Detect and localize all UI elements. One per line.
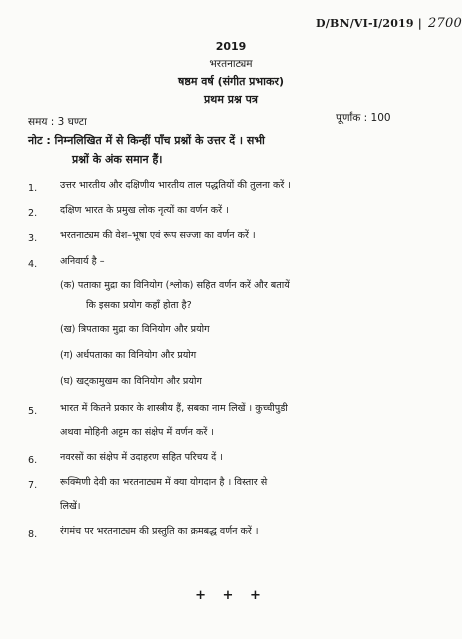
semester-title: षष्ठम वर्ष (संगीत प्रभाकर): [178, 75, 284, 88]
subject-title: भरतनाट्यम: [209, 58, 253, 70]
question-number: 2.: [28, 208, 38, 219]
question-number: 5.: [28, 406, 38, 417]
subpart-text: (ख) त्रिपताका मुद्रा का विनियोग और प्रयोग: [60, 324, 210, 335]
instructions-note: [28, 131, 440, 169]
question-text: उत्तर भारतीय और दक्षिणीय भारतीय ताल पद्धतियों की तुलना करें ।: [60, 180, 291, 191]
question-text: रूक्मिणी देवी का भरतनाट्यम में क्या योगदान है । विस्तार से: [60, 477, 268, 488]
question-text: अनिवार्य है –: [60, 256, 105, 267]
subpart-ga: [60, 348, 440, 364]
subpart-text-cont: कि इसका प्रयोग कहाँ होता है?: [86, 300, 192, 311]
question-2: [28, 203, 440, 219]
question-3: [28, 228, 440, 244]
subpart-kha: [60, 322, 440, 338]
question-7: [28, 475, 440, 515]
question-text-cont: अथवा मोहिनी अट्टम का संक्षेप में वर्णन करें ।: [60, 427, 214, 438]
separator: |: [413, 17, 427, 30]
note-line-1: नोट : निम्नलिखित में से किन्हीं पाँच प्रश्नों के उत्तर दें । सभी: [28, 134, 265, 147]
subpart-gha: [60, 374, 440, 390]
question-text: नवरसों का संक्षेप में उदाहरण सहित परिचय दें ।: [60, 452, 223, 463]
question-number: 1.: [28, 183, 38, 194]
question-6: [28, 450, 440, 466]
question-text: भारत में कितने प्रकार के शास्त्रीय हैं, सबका नाम लिखें । कुच्चीपुडी: [60, 403, 288, 414]
paper-code: [316, 16, 462, 31]
question-number: 3.: [28, 233, 38, 244]
question-text: भरतनाट्यम की वेश–भूषा एवं रूप सज्जा का वर्णन करें ।: [60, 230, 256, 241]
handwritten-number: 2700: [428, 16, 462, 31]
time-allowed: समय : 3 घण्टा: [28, 116, 87, 128]
question-4: [28, 254, 440, 270]
subpart-text: (घ) खट्कामुखम का विनियोग और प्रयोग: [60, 376, 202, 387]
end-marker: + + +: [195, 588, 267, 603]
question-number: 8.: [28, 529, 38, 540]
subpart-text: (क) पताका मुद्रा का विनियोग (श्लोक) सहित वर्णन करें और बतायें: [60, 280, 290, 291]
paper-code-text: D/BN/VI-I/2019: [316, 17, 414, 30]
note-line-2: प्रश्नों के अंक समान हैं।: [72, 153, 163, 166]
question-1: [28, 178, 440, 194]
subpart-text: (ग) अर्धपताका का विनियोग और प्रयोग: [60, 350, 197, 361]
question-number: 6.: [28, 455, 38, 466]
question-number: 4.: [28, 259, 38, 270]
question-5: [28, 401, 440, 441]
question-text-cont: लिखें।: [60, 501, 81, 512]
paper-title: प्रथम प्रश्न पत्र: [204, 93, 258, 106]
max-marks: पूर्णांक : 100: [336, 112, 391, 124]
question-text: रंगमंच पर भरतनाट्यम की प्रस्तुति का क्रमबद्ध वर्णन करें ।: [60, 526, 259, 537]
question-number: 7.: [28, 480, 38, 491]
question-8: [28, 524, 440, 540]
subpart-ka: [60, 278, 440, 314]
question-text: दक्षिण भारत के प्रमुख लोक नृत्यों का वर्णन करें ।: [60, 205, 229, 216]
exam-year: 2019: [215, 40, 247, 53]
